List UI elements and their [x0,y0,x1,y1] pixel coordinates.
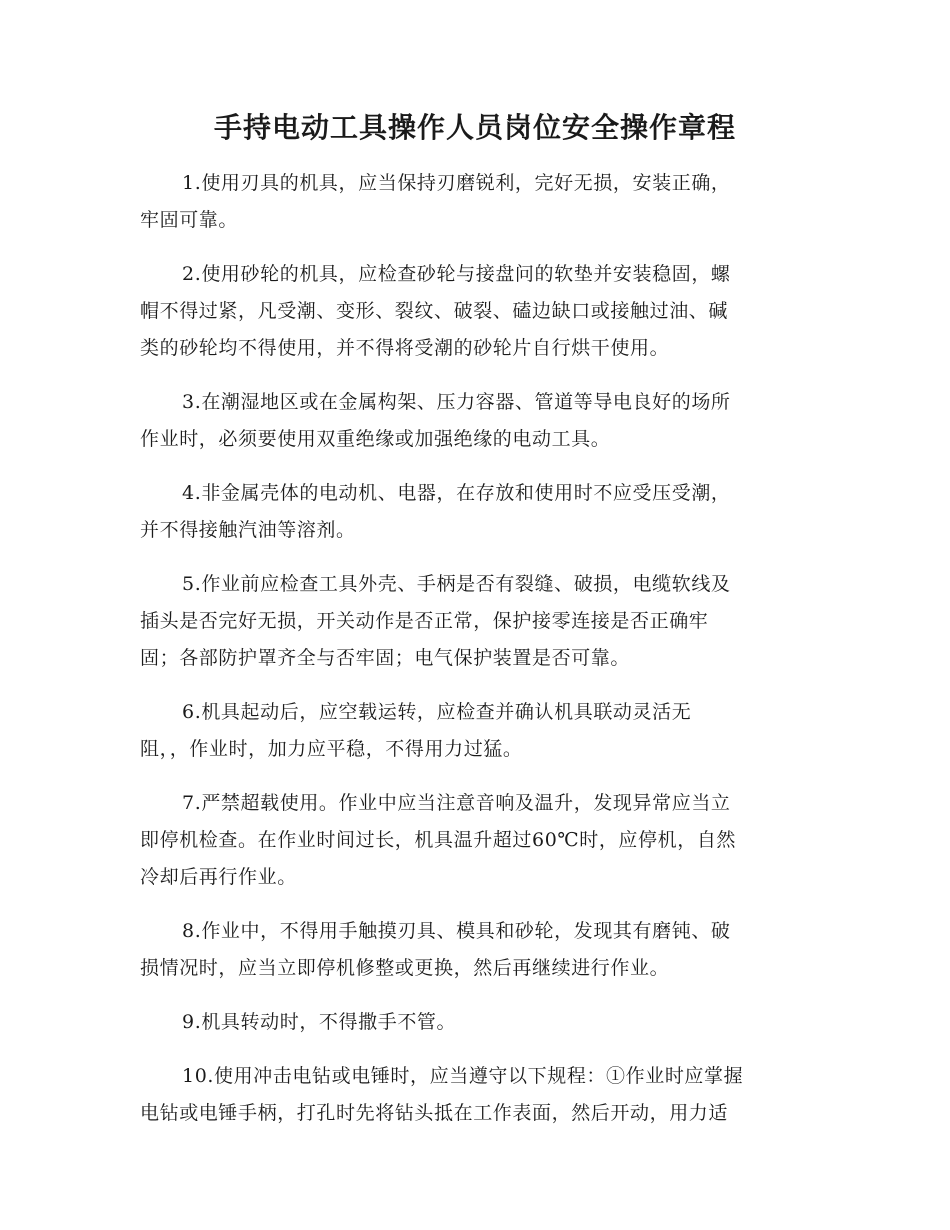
paragraph-line: 3.在潮湿地区或在金属构架、压力容器、管道等导电良好的场所 [182,391,731,413]
paragraph-line: 4.非金属壳体的电动机、电器，在存放和使用时不应受压受潮， [182,482,731,504]
paragraph-2 [140,256,805,367]
paragraph-line: 插头是否完好无损，开关动作是否正常，保护接零连接是否正确牢 [140,610,709,632]
paragraph-line: 即停机检查。在作业时间过长，机具温升超过60℃时，应停机，自然 [140,829,737,851]
paragraph-line: 并不得接触汽油等溶剂。 [140,519,356,541]
paragraph-1 [140,165,805,239]
paragraph-line: 帽不得过紧，凡受潮、变形、裂纹、破裂、磕边缺口或接触过油、碱 [140,300,729,322]
paragraph-10 [140,1058,805,1132]
paragraph-line: 1.使用刃具的机具，应当保持刃磨锐利，完好无损，安装正确， [182,172,731,194]
paragraph-9 [140,1004,805,1041]
paragraph-line: 6.机具起动后，应空载运转，应检查并确认机具联动灵活无 [182,701,692,723]
document-body [140,165,805,1149]
paragraph-line: 作业时，必须要使用双重绝缘或加强绝缘的电动工具。 [140,428,611,450]
paragraph-line: 冷却后再行作业。 [140,866,297,888]
paragraph-6 [140,694,805,768]
paragraph-5 [140,566,805,677]
paragraph-line: 牢固可靠。 [140,209,239,231]
paragraph-3 [140,384,805,458]
paragraph-line: 类的砂轮均不得使用，并不得将受潮的砂轮片自行烘干使用。 [140,337,670,359]
paragraph-line: 10.使用冲击电钻或电锤时，应当遵守以下规程：①作业时应掌握 [182,1065,744,1087]
paragraph-line: 阻，，作业时，加力应平稳，不得用力过猛。 [140,738,523,760]
paragraph-line: 损情况时，应当立即停机修整或更换，然后再继续进行作业。 [140,957,670,979]
paragraph-line: 8.作业中，不得用手触摸刃具、模具和砂轮，发现其有磨钝、破 [182,920,731,942]
paragraph-8 [140,913,805,987]
paragraph-7 [140,785,805,896]
paragraph-line: 2.使用砂轮的机具，应检查砂轮与接盘问的软垫并安装稳固，螺 [182,263,731,285]
document-title: 手持电动工具操作人员岗位安全操作章程 [213,111,736,144]
paragraph-line: 固；各部防护罩齐全与否牢固；电气保护装置是否可靠。 [140,647,631,669]
paragraph-line: 9.机具转动时，不得撒手不管。 [182,1011,457,1033]
paragraph-line: 5.作业前应检查工具外壳、手柄是否有裂缝、破损，电缆软线及 [182,573,731,595]
paragraph-line: 电钻或电锤手柄，打孔时先将钻头抵在工作表面，然后开动，用力适 [140,1102,729,1124]
paragraph-line: 7.严禁超载使用。作业中应当注意音响及温升，发现异常应当立 [182,792,731,814]
paragraph-4 [140,475,805,549]
